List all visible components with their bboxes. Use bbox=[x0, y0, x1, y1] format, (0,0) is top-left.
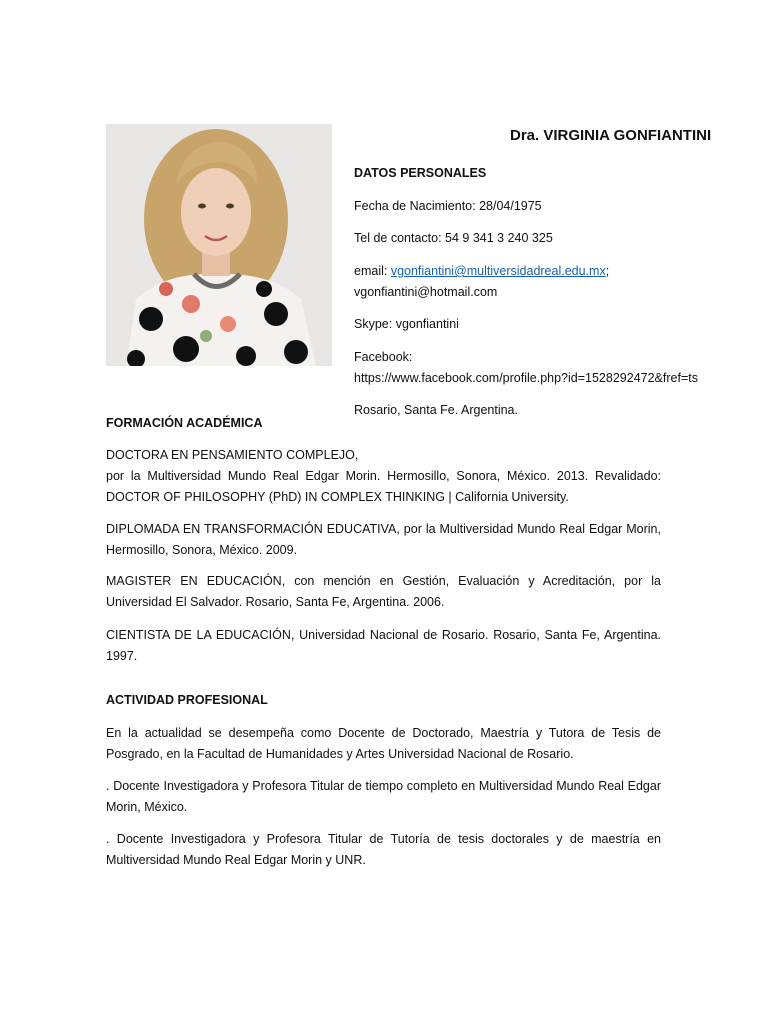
email-separator: ; bbox=[605, 264, 610, 278]
location: Rosario, Santa Fe. Argentina. bbox=[354, 403, 518, 417]
phone-label: Tel de contacto: bbox=[354, 231, 442, 245]
skype-label: Skype: bbox=[354, 317, 393, 331]
phone-line bbox=[354, 228, 553, 248]
facebook-label: Facebook: bbox=[354, 350, 413, 364]
diplomada-entry: DIPLOMADA EN TRANSFORMACIÓN EDUCATIVA, por la Multiversidad Mundo Real Edgar Morin, Hermosillo, Sonora, México. 2009. bbox=[106, 522, 661, 557]
birth-value: 28/04/1975 bbox=[479, 199, 542, 213]
phone-value: 54 9 341 3 240 325 bbox=[445, 231, 553, 245]
actividad-paragraph-3: . Docente Investigadora y Profesora Titular de Tutoría de tesis doctorales y de maestría en Multiversidad Mundo Real Edgar Morin y UNR. bbox=[106, 832, 661, 867]
skype-line bbox=[354, 314, 459, 334]
email-link[interactable]: vgonfiantini@multiversidadreal.edu.mx bbox=[390, 264, 606, 278]
page-title: Dra. VIRGINIA GONFIANTINI bbox=[510, 127, 712, 144]
facebook-url: https://www.facebook.com/profile.php?id=1528292472&fref=ts bbox=[354, 371, 698, 385]
actividad-heading: ACTIVIDAD PROFESIONAL bbox=[106, 693, 268, 707]
actividad-paragraph-1: En la actualidad se desempeña como Docente de Doctorado, Maestría y Tutora de Tesis de Posgrado, en la Facultad de Humanidades y Artes Universidad Nacional de Rosario. bbox=[106, 726, 661, 761]
email-line bbox=[354, 261, 609, 281]
email-label: email: bbox=[354, 264, 388, 278]
birth-line bbox=[354, 196, 542, 216]
actividad-paragraph-2: . Docente Investigadora y Profesora Titular de tiempo completo en Multiversidad Mundo Real Edgar Morin, México. bbox=[106, 779, 661, 814]
doctora-title: DOCTORA EN PENSAMIENTO COMPLEJO, bbox=[106, 448, 359, 462]
email-alt: vgonfiantini@hotmail.com bbox=[354, 285, 498, 299]
doctora-detail: por la Multiversidad Mundo Real Edgar Morin. Hermosillo, Sonora, México. 2013. Revalidado: DOCTOR OF PHILOSOPHY (PhD) IN COMPLEX THINKING | California University. bbox=[106, 469, 661, 504]
personal-heading: DATOS PERSONALES bbox=[354, 166, 487, 180]
birth-label: Fecha de Nacimiento: bbox=[354, 199, 476, 213]
formacion-heading: FORMACIÓN ACADÉMICA bbox=[106, 416, 263, 430]
magister-entry: MAGISTER EN EDUCACIÓN, con mención en Gestión, Evaluación y Acreditación, por la Universidad El Salvador. Rosario, Santa Fe, Argentina. 2006. bbox=[106, 574, 661, 609]
cientista-entry: CIENTISTA DE LA EDUCACIÓN, Universidad Nacional de Rosario. Rosario, Santa Fe, Argentina. 1997. bbox=[106, 628, 661, 663]
profile-photo bbox=[106, 124, 332, 366]
skype-value: vgonfiantini bbox=[395, 317, 459, 331]
